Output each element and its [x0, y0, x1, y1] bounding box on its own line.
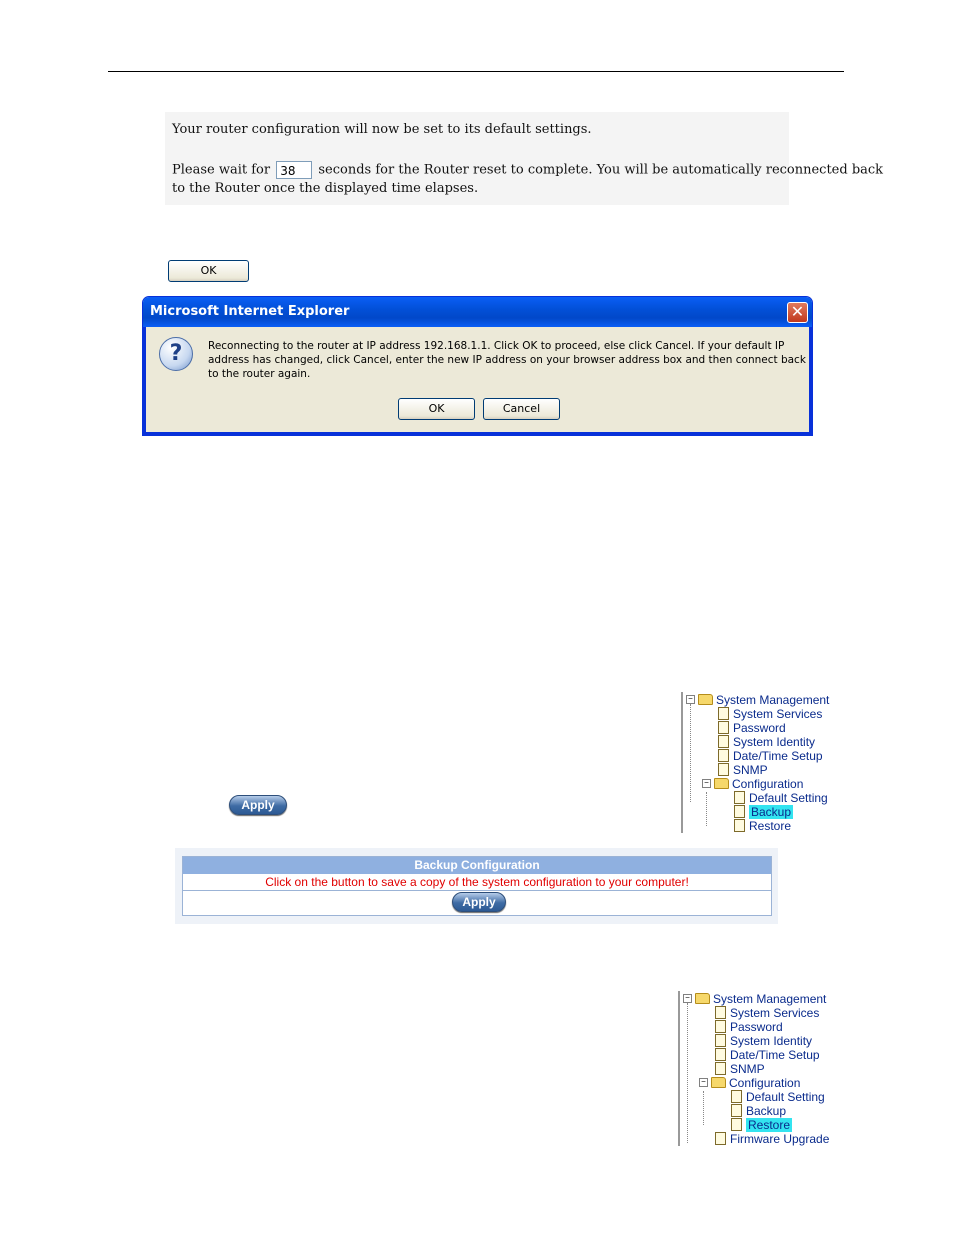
tree-connector — [687, 1003, 688, 1143]
tree-connector — [690, 704, 691, 802]
dialog-title: Microsoft Internet Explorer — [150, 304, 350, 319]
backup-config-panel — [175, 848, 778, 924]
page-icon — [731, 1090, 742, 1103]
countdown-input[interactable]: 38 — [276, 161, 312, 179]
folder-open-icon — [698, 694, 713, 705]
tree-item-default-setting[interactable]: Default Setting — [734, 791, 828, 805]
tree-edge — [681, 692, 683, 833]
page-icon — [734, 819, 745, 832]
folder-open-icon — [714, 778, 729, 789]
tree-item-password[interactable]: Password — [715, 1020, 783, 1034]
close-icon[interactable]: ✕ — [787, 302, 808, 323]
tree-item-restore[interactable]: Restore — [734, 819, 791, 833]
dialog-ok-button[interactable]: OK — [398, 398, 475, 420]
tree-item-firmware-upgrade[interactable]: Firmware Upgrade — [715, 1132, 829, 1146]
tree-edge — [678, 991, 680, 1146]
page-icon — [715, 1132, 726, 1145]
collapse-toggle-icon[interactable]: − — [702, 779, 711, 788]
collapse-toggle-icon[interactable]: − — [699, 1078, 708, 1087]
page-icon — [731, 1118, 742, 1131]
backup-config-message: Click on the button to save a copy of the system configuration to your computer! — [183, 874, 771, 891]
header-rule — [108, 71, 844, 72]
folder-open-icon — [695, 993, 710, 1004]
tree-item-backup[interactable] — [734, 805, 793, 819]
tree-connector — [703, 1091, 704, 1125]
tree-folder-configuration[interactable]: − Configuration — [699, 1076, 800, 1090]
inline-apply-button[interactable]: Apply — [229, 795, 287, 815]
dialog-body — [143, 327, 812, 435]
tree-item-system-identity[interactable]: System Identity — [718, 735, 815, 749]
page-icon — [731, 1104, 742, 1117]
page-icon — [715, 1020, 726, 1033]
selected-item-highlight: Backup — [751, 805, 792, 819]
wait-suffix: seconds for the Router reset to complete. You will be automatically reconnected back — [318, 162, 884, 178]
tree-root-system-management[interactable]: − System Management — [683, 992, 826, 1006]
page-icon — [734, 791, 745, 804]
dialog-cancel-button[interactable]: Cancel — [483, 398, 560, 420]
folder-open-icon — [711, 1077, 726, 1088]
tree-item-date-time-setup[interactable]: Date/Time Setup — [715, 1048, 820, 1062]
collapse-toggle-icon[interactable]: − — [686, 695, 695, 704]
tree-item-snmp[interactable]: SNMP — [715, 1062, 765, 1076]
tree-item-system-services[interactable]: System Services — [718, 707, 822, 721]
collapse-toggle-icon[interactable]: − — [683, 994, 692, 1003]
question-icon: ? — [159, 337, 193, 371]
reset-ok-button[interactable]: OK — [168, 260, 249, 282]
tree-item-restore[interactable] — [731, 1118, 792, 1132]
tree-item-date-time-setup[interactable]: Date/Time Setup — [718, 749, 823, 763]
page-icon — [715, 1062, 726, 1075]
tree-connector — [706, 792, 707, 826]
reset-notice-line2 — [172, 161, 883, 179]
tree-root-system-management[interactable]: − System Management — [686, 693, 829, 707]
page-icon — [715, 1006, 726, 1019]
tree-item-system-services[interactable]: System Services — [715, 1006, 819, 1020]
nav-tree-backup — [681, 692, 842, 833]
reset-notice-panel — [165, 112, 884, 205]
page-icon — [718, 763, 729, 776]
backup-apply-button[interactable]: Apply — [452, 892, 506, 912]
page-icon — [718, 735, 729, 748]
nav-tree-restore — [678, 991, 842, 1146]
selected-item-highlight: Restore — [748, 1118, 791, 1132]
wait-label: Please wait for — [172, 162, 271, 178]
page-icon — [718, 749, 729, 762]
tree-folder-configuration[interactable]: − Configuration — [702, 777, 803, 791]
reset-notice-line1: Your router configuration will now be set to its default settings. — [172, 122, 592, 137]
tree-item-default-setting[interactable]: Default Setting — [731, 1090, 825, 1104]
dialog-titlebar — [143, 297, 812, 327]
tree-item-system-identity[interactable]: System Identity — [715, 1034, 812, 1048]
backup-config-table — [182, 856, 772, 916]
tree-item-snmp[interactable]: SNMP — [718, 763, 768, 777]
tree-item-password[interactable]: Password — [718, 721, 786, 735]
page-icon — [718, 721, 729, 734]
backup-config-header: Backup Configuration — [183, 857, 771, 874]
page-icon — [734, 805, 745, 818]
page-icon — [718, 707, 729, 720]
page-icon — [715, 1034, 726, 1047]
dialog-message: Reconnecting to the router at IP address 192.168.1.1. Click OK to proceed, else click Cancel. If your default IP address has changed, click Cancel, enter the new IP address on your browser address box and then connect back to the router again. — [208, 340, 806, 380]
reset-notice-line3: to the Router once the displayed time elapses. — [172, 181, 479, 196]
ie-dialog — [142, 296, 813, 436]
tree-item-backup[interactable]: Backup — [731, 1104, 786, 1118]
page-icon — [715, 1048, 726, 1061]
